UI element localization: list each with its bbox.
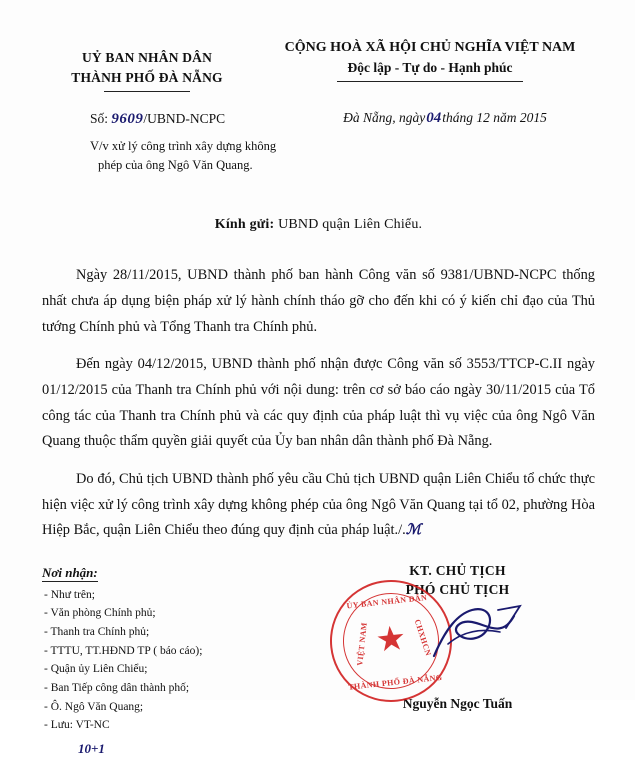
document-body bbox=[42, 263, 595, 543]
place-date bbox=[295, 108, 595, 175]
body-paragraph-text: Do đó, Chủ tịch UBND thành phố yêu cầu Chủ tịch UBND quận Liên Chiểu tổ chức thực hiện việc xử lý công trình xây dựng không phép của ông Ngô Văn Quang tại tổ 02, phường Hòa Hiệp Bắc, quận Liên Chiểu theo đúng quy định của pháp luật./. bbox=[42, 470, 595, 539]
seal-left-text: VIỆT NAM bbox=[355, 621, 369, 667]
document-number-block bbox=[42, 108, 292, 175]
recipient-label: Kính gửi: bbox=[214, 217, 275, 233]
list-item: - Ban Tiếp công dân thành phố; bbox=[44, 681, 190, 694]
signer-title-1: KT. CHỦ TỊCH bbox=[409, 562, 506, 578]
body-paragraph-last bbox=[42, 467, 595, 544]
pen-mark: ℳ bbox=[405, 522, 422, 539]
document-header bbox=[42, 38, 595, 92]
signer-name: Nguyễn Ngọc Tuấn bbox=[402, 695, 513, 711]
signature-block bbox=[320, 562, 595, 759]
org-line-1: UỶ BAN NHÂN DÂN bbox=[81, 50, 213, 65]
signer-title-2: PHÓ CHỦ TỊCH bbox=[405, 581, 510, 597]
document-meta bbox=[42, 108, 595, 175]
recipients-title-text: Nơi nhận: bbox=[42, 564, 98, 580]
nation-line-2: Độc lập - Tự do - Hạnh phúc bbox=[347, 60, 513, 76]
list-item: - Quận ủy Liên Chiểu; bbox=[44, 663, 148, 676]
recipients-title bbox=[42, 562, 292, 583]
recipient-value: UBND quận Liên Chiểu. bbox=[278, 217, 423, 233]
place-date-mid: tháng 12 năm 2015 bbox=[442, 110, 547, 126]
recipient-line bbox=[42, 217, 595, 233]
list-item: - Lưu: VT-NC bbox=[44, 719, 110, 732]
document-footer bbox=[42, 562, 595, 759]
list-item: - Thanh tra Chính phủ; bbox=[44, 626, 150, 639]
seal-bottom-text: THÀNH PHỐ ĐÀ NẴNG bbox=[347, 672, 443, 692]
document-subject bbox=[90, 137, 305, 176]
seal-right-text: CHXHCN bbox=[412, 617, 433, 657]
nation-line-1: CỘNG HOÀ XÃ HỘI CHỦ NGHĨA VIỆT NAM bbox=[284, 40, 576, 55]
recipients-handwritten-count: 10+1 bbox=[78, 740, 105, 756]
body-paragraph: Ngày 28/11/2015, UBND thành phố ban hành Công văn số 9381/UBND-NCPC thống nhất chưa áp dụng biện pháp xử lý hành chính tháo gỡ cho đến khi có ý kiến chỉ đạo của Thủ tướng Chính phủ và Tổng Thanh tra Chính phủ. bbox=[42, 267, 595, 335]
number-suffix: /UBND-NCPC bbox=[143, 111, 226, 127]
recipients-block bbox=[42, 562, 292, 759]
list-item: - TTTU, TT.HĐND TP ( báo cáo); bbox=[44, 644, 203, 657]
number-label: Số: bbox=[90, 111, 109, 127]
subject-line-1: V/v xử lý công trình xây dựng không bbox=[90, 138, 277, 153]
recipients-list bbox=[42, 586, 292, 735]
org-line-2: THÀNH PHỐ ĐÀ NẴNG bbox=[71, 69, 223, 85]
place-date-prefix: Đà Nẵng, ngày bbox=[343, 110, 426, 126]
org-underline bbox=[104, 91, 190, 92]
list-item: - Ô. Ngô Văn Quang; bbox=[44, 700, 144, 713]
list-item: - Văn phòng Chính phủ; bbox=[44, 607, 156, 620]
day-handwritten: 04 bbox=[426, 110, 442, 127]
seal-star-icon: ★ bbox=[373, 619, 408, 660]
national-heading bbox=[265, 38, 595, 82]
document-number-line bbox=[90, 108, 292, 131]
seal-top-text: ỦY BAN NHÂN DÂN bbox=[346, 592, 428, 611]
list-item: - Như trên; bbox=[44, 588, 95, 601]
body-paragraph: Đến ngày 04/12/2015, UBND thành phố nhận được Công văn số 3553/TTCP-C.II ngày 01/12/2015 của Thanh tra Chính phủ với nội dung: trên cơ sở báo cáo ngày 30/11/2015 của Tổ công tác của Thanh tra Chính phủ và các quy định của pháp luật thì vụ việc của ông Ngô Văn Quang thuộc thẩm quyền giải quyết của Ủy ban nhân dân thành phố Đà Nẵng. bbox=[42, 356, 595, 450]
issuing-organization bbox=[42, 38, 252, 92]
nation-underline bbox=[337, 81, 523, 82]
number-handwritten: 9609 bbox=[111, 111, 144, 128]
subject-line-2: phép của ông Ngô Văn Quang. bbox=[98, 158, 253, 172]
